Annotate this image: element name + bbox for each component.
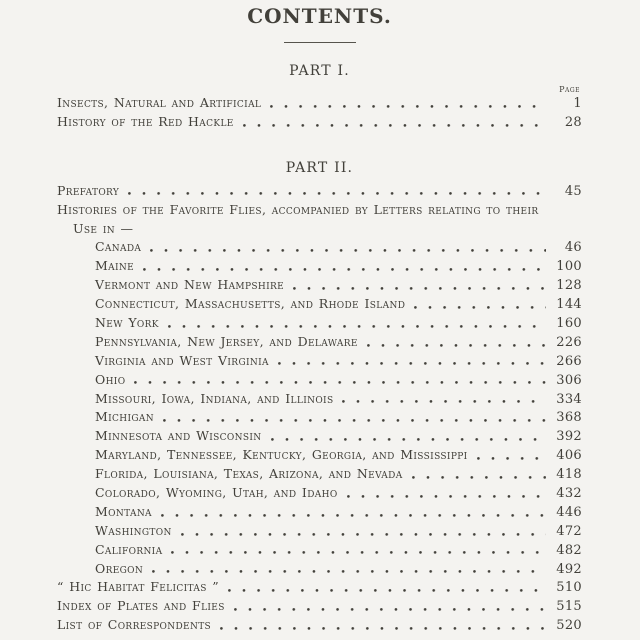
toc-entry-label: Vermont and New Hampshire [95, 277, 285, 293]
toc-entry [57, 408, 582, 427]
toc-entry-page: 515 [556, 599, 582, 615]
toc-parts [57, 63, 582, 635]
toc-entry-label: Montana [95, 503, 152, 519]
toc-entry [57, 503, 582, 522]
toc-entry-label: Maine [95, 258, 135, 274]
toc-entry-page: 45 [564, 183, 582, 199]
dot-leader [220, 616, 546, 635]
toc-entry-page: 368 [556, 410, 582, 426]
toc-entry-label: Ohio [95, 371, 126, 387]
toc-entry-page: 334 [556, 391, 582, 407]
toc-entry-label: New York [95, 315, 159, 331]
page-title: CONTENTS. [247, 4, 392, 28]
toc-entry-page: 432 [556, 486, 582, 502]
toc-entry-label: List of Correspondents [57, 617, 212, 633]
toc-entry-label: “ Hic Habitat Felicitas ” [57, 579, 220, 595]
dot-leader [243, 113, 546, 132]
toc-entry-page: 392 [556, 429, 582, 445]
toc-entry-page: 28 [564, 114, 582, 130]
part-heading: PART II. [285, 159, 354, 176]
toc-entry-page: 446 [556, 504, 582, 520]
dot-leader [143, 257, 546, 276]
toc-entry-label: Connecticut, Massachusetts, and Rhode Island [95, 296, 406, 312]
toc-entry-label: California [95, 541, 163, 557]
dot-leader [168, 314, 546, 333]
toc-entry-page: 266 [556, 353, 582, 369]
toc-entry [57, 314, 582, 333]
toc-entry-label: Florida, Louisiana, Texas, Arizona, and Nevada [95, 466, 403, 482]
toc-entry [57, 94, 582, 113]
dot-leader [234, 597, 546, 616]
toc-entry [57, 597, 582, 616]
toc-entry [57, 616, 582, 635]
toc-entry-label: Pennsylvania, New Jersey, and Delaware [95, 333, 358, 349]
dot-leader [228, 578, 546, 597]
toc-entry-label: Colorado, Wyoming, Utah, and Idaho [95, 485, 338, 501]
toc-entry-label: Use in — [73, 220, 134, 236]
toc-entry-page: 418 [556, 467, 582, 483]
dot-leader [163, 408, 546, 427]
toc-entry-page: 482 [556, 542, 582, 558]
dot-leader [293, 276, 546, 295]
toc-entry-label: Prefatory [57, 182, 120, 198]
toc-entry [57, 427, 582, 446]
toc-entry [57, 238, 582, 257]
toc-part [57, 160, 582, 635]
toc-entry [57, 560, 582, 579]
dot-leader [171, 541, 546, 560]
part-heading: PART I. [289, 63, 350, 79]
toc-entry [57, 276, 582, 295]
dot-leader [150, 238, 546, 257]
toc-entry [57, 257, 582, 276]
toc-entry [57, 220, 582, 239]
toc-entry [57, 484, 582, 503]
dot-leader [347, 484, 546, 503]
toc-entry-page: 160 [556, 316, 582, 332]
toc-entry-page: 472 [556, 523, 582, 539]
toc-entry-page: 1 [573, 96, 582, 111]
dot-leader [477, 446, 546, 465]
dot-leader [152, 560, 546, 579]
toc-entry-label: Insects, Natural and Artificial [57, 95, 262, 110]
toc-entry [57, 352, 582, 371]
toc-entry [57, 390, 582, 409]
dot-leader [412, 465, 546, 484]
toc-entry-label: Canada [95, 239, 142, 255]
toc-entry-label: Oregon [95, 560, 144, 576]
toc-entry-page: 46 [564, 240, 582, 256]
dot-leader [181, 522, 546, 541]
toc-entry [57, 522, 582, 541]
dot-leader [134, 371, 546, 390]
toc-entry [57, 182, 582, 201]
toc-entry [57, 201, 582, 220]
toc-entry-page: 492 [556, 561, 582, 577]
part-entries [57, 94, 582, 132]
toc-part [57, 63, 582, 132]
dot-leader [342, 390, 546, 409]
toc-entry-label: Michigan [95, 409, 155, 425]
toc-entry [57, 295, 582, 314]
toc-entry [57, 333, 582, 352]
toc-entry-page: 510 [556, 580, 582, 596]
dot-leader [128, 182, 546, 201]
part-entries [57, 182, 582, 635]
toc-entry-page: 226 [556, 334, 582, 350]
dot-leader [161, 503, 546, 522]
toc-entry-page: 306 [556, 372, 582, 388]
toc-entry [57, 371, 582, 390]
toc-entry-label: Maryland, Tennessee, Kentucky, Georgia, and Mississippi [95, 447, 468, 463]
dot-leader [367, 333, 546, 352]
page-column-label: Page [559, 85, 580, 94]
divider-rule [284, 42, 356, 43]
toc-entry [57, 113, 582, 132]
toc-entry-page: 100 [556, 259, 582, 275]
dot-leader [271, 427, 546, 446]
dot-leader [278, 352, 546, 371]
toc-entry [57, 465, 582, 484]
toc-entry-label: Virginia and West Virginia [95, 352, 269, 368]
toc-entry-label: Washington [95, 522, 172, 538]
toc-entry-page: 520 [556, 618, 582, 634]
dot-leader [414, 295, 546, 314]
toc-entry-page: 144 [556, 297, 582, 313]
toc-entry-label: Missouri, Iowa, Indiana, and Illinois [95, 390, 334, 406]
dot-leader [270, 94, 546, 113]
toc-entry-label: History of the Red Hackle [57, 113, 234, 129]
toc-entry-label: Index of Plates and Flies [57, 598, 225, 614]
toc-entry-page: 128 [556, 278, 582, 294]
toc-entry-label: Minnesota and Wisconsin [95, 428, 262, 444]
toc-entry-page: 406 [556, 448, 582, 464]
toc-entry [57, 578, 582, 597]
toc-entry-label: Histories of the Favorite Flies, accompanied by Letters relating to their [57, 201, 539, 217]
toc-entry [57, 541, 582, 560]
toc-entry [57, 446, 582, 465]
